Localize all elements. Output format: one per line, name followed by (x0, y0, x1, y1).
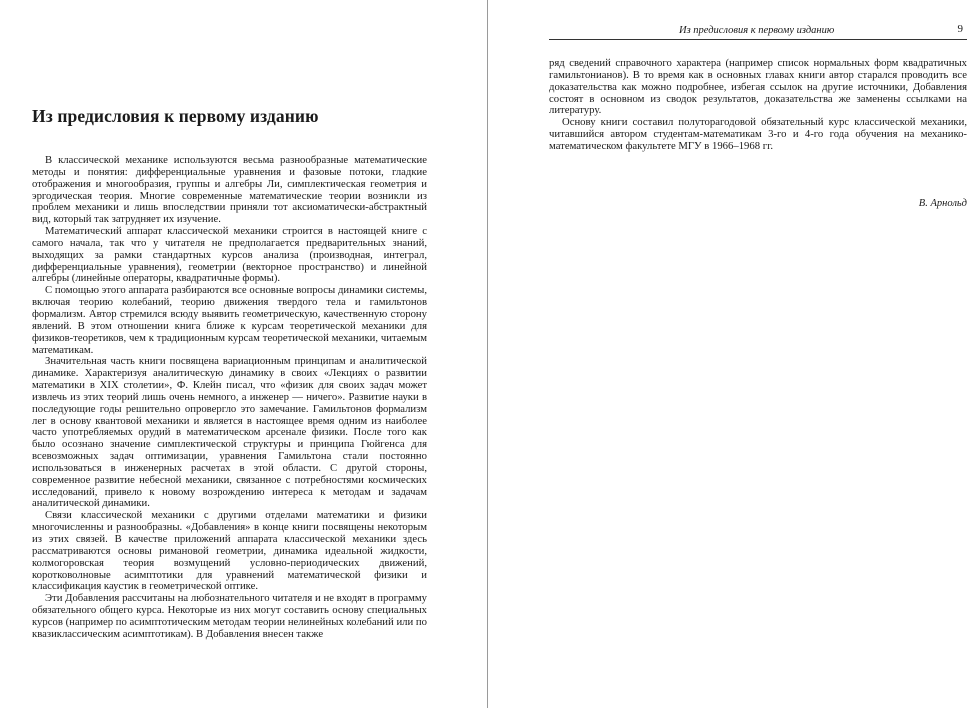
chapter-title: Из предисловия к первому изданию (32, 106, 319, 126)
paragraph: Математический аппарат классической механики строится в настоящей книге с самого начала, так что у читателя не предполагается предварительных знаний, выходящих за рамки стандартных курсов анализа (производная, интеграл, дифференциальные уравнения), геометрии (векторное пространство) и линейной алгебры (линейные операторы, квадратичные формы). (32, 225, 427, 285)
paragraph: В классической механике используются весьма разнообразные математические методы и понятия: дифференциальные уравнения и фазовые потоки, гладкие отображения и многообразия, группы и алгебры Ли, симплектическая геометрия и эргодическая теория. Многие современные математические теории возникли из проблем механики и лишь впоследствии приняли тот аксиоматически-абстрактный вид, который так затрудняет их изучение. (32, 154, 427, 226)
author-signature: В. Арнольд (918, 198, 967, 209)
left-page-body (32, 155, 427, 641)
running-head (549, 25, 967, 40)
paragraph: ряд сведений справочного характера (например список нормальных форм квадратичных гамильтонианов). В то время как в основных главах книги автор старался проводить все доказательства как можно подробнее, избегая ссылок на другие источники, Добавления состоят в основном из сводок результатов, доказательства же заменены ссылками на литературу. (549, 57, 967, 117)
paragraph: С помощью этого аппарата разбираются все основные вопросы динамики системы, включая теорию колебаний, теорию движения твердого тела и гамильтонов формализм. Автор стремился всюду выявить геометрическую, качественную сторону явлений. В этом отношении книга ближе к курсам теоретической механики для физиков-теоретиков, чем к традиционным курсам теоретической механики, читаемым математикам. (32, 284, 427, 356)
paragraph: Связи классической механики с другими отделами математики и физики многочисленны и разнообразны. «Добавления» в конце книги посвящены некоторым из этих связей. В качестве приложений аппарата классической механики здесь рассматриваются основы римановой геометрии, динамика идеальной жидкости, колмогоровская теория возмущений условно-периодических движений, коротковолновые асимптотики для уравнений математической физики и классификация каустик в геометрической оптике. (32, 509, 427, 593)
page-gutter-divider (487, 0, 488, 708)
right-page-body (549, 58, 967, 153)
paragraph: Значительная часть книги посвящена вариационным принципам и аналитической динамике. Характеризуя аналитическую динамику в своих «Лекциях о развитии математики в XIX столетии», Ф. Клейн писал, что «физик для своих задач может извлечь из этих теорий лишь очень немного, а инженер — ничего». Развитие науки в последующие годы решительно опровергло это замечание. Гамильтонов формализм лег в основу квантовой механики и является в настоящее время одним из наиболее часто употребляемых орудий в математическом арсенале физики. После того как было осознано значение симплектической структуры и принципа Гюйгенса для всевозможных задач оптимизации, уравнения Гамильтона стали постоянно использоваться в инженерных расчетах в этой области. С другой стороны, современное развитие небесной механики, связанное с потребностями космических исследований, привело к новому возрождению интереса к методам и задачам аналитической динамики. (32, 355, 427, 510)
paragraph: Основу книги составил полуторагодовой обязательный курс классической механики, читавшийся автором студентам-математикам 3-го и 4-го года обучения на механико-математическом факультете МГУ в 1966–1968 гг. (549, 116, 967, 152)
page-number: 9 (957, 23, 963, 35)
running-head-title: Из предисловия к первому изданию (679, 25, 835, 36)
left-page (0, 0, 487, 708)
paragraph: Эти Добавления рассчитаны на любознательного читателя и не входят в программу обязательного общего курса. Некоторые из них могут составить основу специальных курсов (например по асимптотическим методам теории нелинейных колебаний или по квазиклассическим асимптотикам). В Добавления внесен также (32, 592, 427, 640)
right-page (489, 0, 977, 708)
